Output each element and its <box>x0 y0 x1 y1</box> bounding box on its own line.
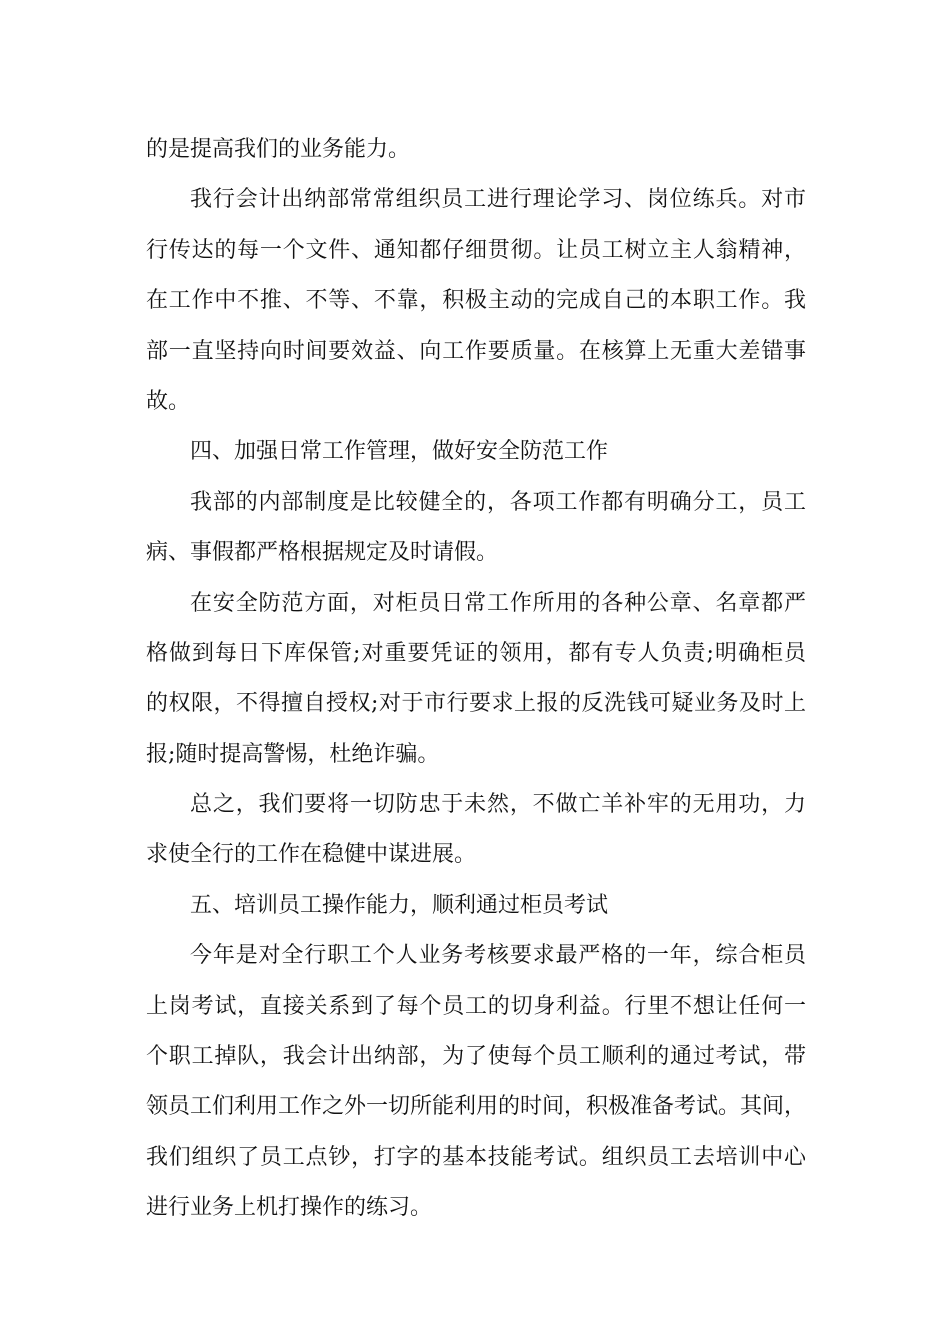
section-heading: 四、加强日常工作管理，做好安全防范工作 <box>190 439 609 464</box>
text-line: 病、事假都严格根据规定及时请假。 <box>146 540 499 565</box>
text-line: 求使全行的工作在稳健中谋进展。 <box>146 842 477 867</box>
text-line: 部一直坚持向时间要效益、向工作要质量。在核算上无重大差错事 <box>146 339 806 364</box>
paragraph-start-line: 在安全防范方面，对柜员日常工作所用的各种公章、名章都严 <box>190 591 806 616</box>
paragraph-start-line: 我行会计出纳部常常组织员工进行理论学习、岗位练兵。对市 <box>190 187 806 212</box>
text-line: 故。 <box>146 389 191 414</box>
text-line: 我们组织了员工点钞，打字的基本技能考试。组织员工去培训中心 <box>146 1145 806 1170</box>
text-line: 进行业务上机打操作的练习。 <box>146 1195 433 1220</box>
text-line: 格做到每日下库保管;对重要凭证的领用，都有专人负责;明确柜员 <box>146 641 806 666</box>
text-line: 上岗考试，直接关系到了每个员工的切身利益。行里不想让任何一 <box>146 994 806 1019</box>
paragraph-start-line: 总之，我们要将一切防忠于未然，不做亡羊补牢的无用功，力 <box>190 792 806 817</box>
text-line: 报;随时提高警惕，杜绝诈骗。 <box>146 742 440 767</box>
text-line: 行传达的每一个文件、通知都仔细贯彻。让员工树立主人翁精神， <box>146 238 806 263</box>
text-line: 的权限，不得擅自授权;对于市行要求上报的反洗钱可疑业务及时上 <box>146 691 806 716</box>
text-line: 个职工掉队，我会计出纳部，为了使每个员工顺利的通过考试，带 <box>146 1044 806 1069</box>
paragraph-start-line: 今年是对全行职工个人业务考核要求最严格的一年，综合柜员 <box>190 943 806 968</box>
section-heading: 五、培训员工操作能力，顺利通过柜员考试 <box>190 893 609 918</box>
text-line: 的是提高我们的业务能力。 <box>146 137 411 162</box>
text-line: 在工作中不推、不等、不靠，积极主动的完成自己的本职工作。我 <box>146 288 806 313</box>
paragraph-start-line: 我部的内部制度是比较健全的，各项工作都有明确分工，员工 <box>190 490 806 515</box>
text-line: 领员工们利用工作之外一切所能利用的时间，积极准备考试。其间， <box>146 1094 807 1119</box>
